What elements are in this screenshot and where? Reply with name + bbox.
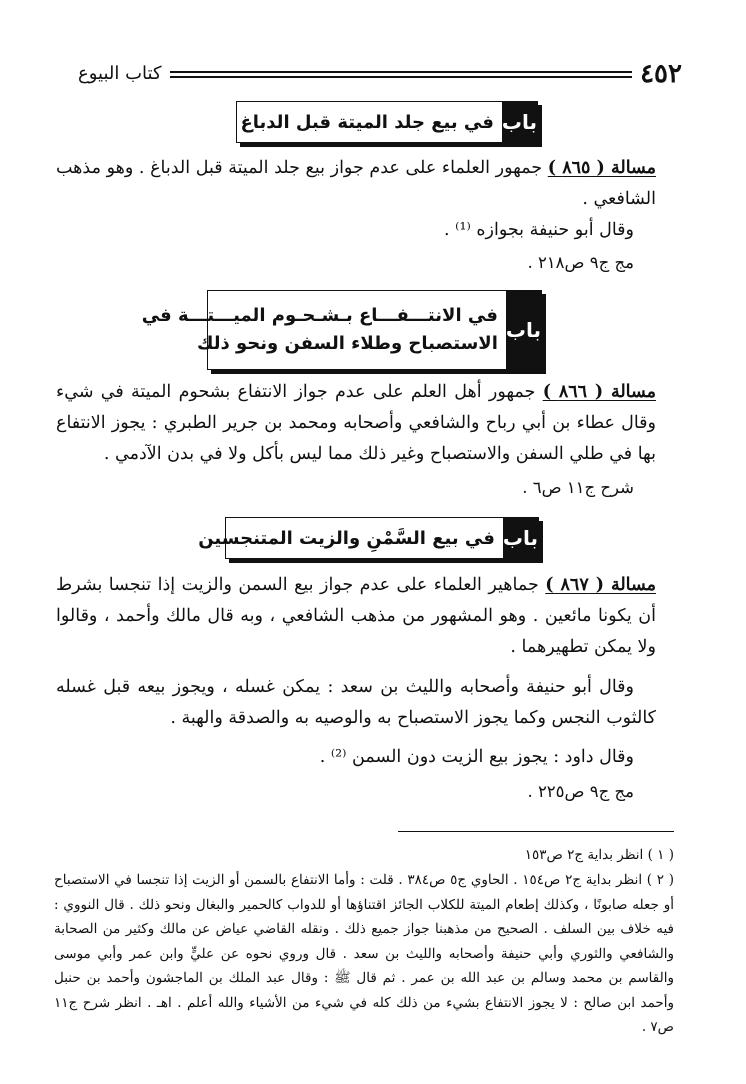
page-number: ٤٥٢: [640, 59, 682, 89]
opinion-paragraph: وقال أبو حنيفة وأصحابه والليث بن سعد : يمكن غسله ، ويجوز بيعه قبل غسله كالثوب النجس وكما يجوز الاستصباح به والوصيه به والصدقة والهبة .: [56, 677, 656, 728]
chapter-heading-3: [198, 517, 539, 559]
chapter-heading-2: [141, 290, 542, 370]
mas-paragraph-867: [56, 570, 656, 663]
header-rule: [170, 71, 632, 78]
mas-label: مسالة ( ٨٦٥ ): [547, 158, 657, 178]
mas-paragraph-865: [56, 153, 656, 215]
reference-line: مج ج٩ ص٢٢٥ .: [527, 782, 634, 801]
opinion-paragraph: وقال أبو حنيفة بجوازه ⁽¹⁾ .: [444, 220, 634, 240]
chapter-label: باب: [502, 102, 537, 142]
chapter-title: في بيع السَّمْنِ والزيت المتنجسين: [198, 527, 495, 549]
chapter-title: [134, 302, 506, 358]
chapter-title-line-2: الاستصباح وطلاء السفن ونحو ذلك: [196, 333, 498, 354]
reference-line: شرح ج١١ ص٦ .: [522, 478, 634, 497]
mas-label: مسالة ( ٨٦٧ ): [545, 575, 656, 595]
chapter-label: باب: [503, 518, 538, 558]
mas-text: جماهير العلماء على عدم جواز بيع السمن والزيت إذا تنجسا بشرط أن يكونا مائعين . وهو المشهور من مذهب الشافعي ، وبه قال مالك وأحمد ، وقالوا ولا يمكن تطهيرهما .: [56, 575, 656, 657]
reference-line: مج ج٩ ص٢١٨ .: [527, 253, 634, 272]
footnote-1: ( ١ ) انظر بداية ج٢ ص١٥٣: [524, 847, 674, 863]
footnote-2: ( ٢ ) انظر بداية ج٢ ص١٥٤ . الحاوي ج٥ ص٣٨٤ . قلت : وأما الانتفاع بالسمن أو الزيت إذا تنجسا في الاستصباح أو جعله صابونًا ، وكذلك إطعام الميتة للكلاب الجائز اقتناؤها أو للدواب كالحمير والبغال ونحو ذلك . قال النووي : فيه خلاف بين السلف . الصحيح من مذهبنا جواز جميع ذلك . ونقله القاضي عياض عن مالك وكثير من الصحابة والشافعي والثوري وأبي حنيفة وأصحابه والليث بن سعد . قال وروي نحوه عن عليٍّ وابن عمر وأبي موسى والقاسم بن محمد وسالم بن عبد الله بن عمر . ثم قال ﷺ : وقال عبد الملك بن الماجشون وأحمد بن حنبل وأحمد ابن صالح : لا يجوز الانتفاع بشيء من ذلك كله في شيء من الأشياء والله أعلم . اهـ . انظر شرح ج١١ ص٧ .: [54, 872, 674, 1035]
chapter-title: في بيع جلد الميتة قبل الدباغ: [240, 111, 494, 133]
book-title: كتاب البيوع: [78, 63, 162, 84]
opinion-paragraph: وقال داود : يجوز بيع الزيت دون السمن ⁽²⁾ .: [319, 747, 634, 767]
chapter-heading-1: [236, 101, 538, 143]
chapter-title-line-1: في الانتـــفـــاع بـشـحـوم الميـــتـــة في: [141, 305, 498, 326]
mas-paragraph-866: [56, 377, 656, 470]
running-header: [78, 57, 682, 91]
footnote-separator: [398, 831, 674, 832]
mas-text: جمهور العلماء على عدم جواز بيع جلد الميتة قبل الدباغ . وهو مذهب الشافعي .: [56, 158, 656, 209]
mas-text: جمهور أهل العلم على عدم جواز الانتفاع بشحوم الميتة في شيء وقال عطاء بن أبي رباح والشافعي وأصحابه ومحمد بن جرير الطبري : يجوز الانتفاع بها في طلي السفن والاستصباح وغير ذلك مما ليس بأكل ولا في بدن الآدمي .: [56, 382, 656, 464]
mas-label: مسالة ( ٨٦٦ ): [542, 382, 656, 402]
chapter-label: باب: [506, 291, 541, 369]
